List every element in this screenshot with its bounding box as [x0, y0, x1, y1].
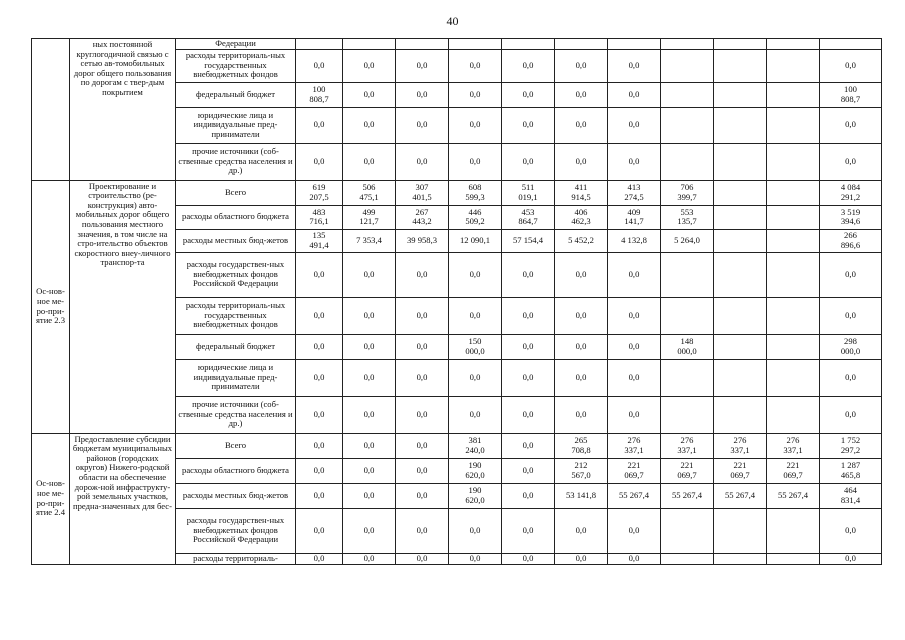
value-cell [714, 180, 767, 205]
value-cell: 0,0 [449, 82, 502, 107]
funding-source-cell: прочие источники (соб-ственные средства населения и др.) [176, 396, 296, 433]
value-cell: 1 752 297,2 [820, 433, 882, 458]
funding-source-cell: юридические лица и индивидуальные пред-приниматели [176, 107, 296, 143]
value-cell: 0,0 [555, 508, 608, 553]
value-cell: 0,0 [343, 359, 396, 396]
value-cell: 12 090,1 [449, 229, 502, 252]
value-cell: 266 896,6 [820, 229, 882, 252]
value-cell: 0,0 [502, 143, 555, 180]
value-cell [714, 252, 767, 297]
value-cell: 0,0 [396, 82, 449, 107]
value-cell: 0,0 [296, 396, 343, 433]
value-cell: 221 069,7 [714, 458, 767, 483]
value-cell: 39 958,3 [396, 229, 449, 252]
value-cell: 0,0 [396, 143, 449, 180]
value-cell: 0,0 [296, 252, 343, 297]
value-cell [296, 39, 343, 50]
value-cell: 0,0 [555, 252, 608, 297]
value-cell [661, 82, 714, 107]
value-cell: 483 716,1 [296, 205, 343, 229]
value-cell: 3 519 394,6 [820, 205, 882, 229]
value-cell: 0,0 [820, 252, 882, 297]
value-cell: 221 069,7 [608, 458, 661, 483]
value-cell: 0,0 [449, 143, 502, 180]
value-cell: 265 708,8 [555, 433, 608, 458]
value-cell: 55 267,4 [767, 483, 820, 508]
funding-source-cell: прочие источники (соб-ственные средства населения и др.) [176, 143, 296, 180]
value-cell: 453 864,7 [502, 205, 555, 229]
value-cell: 0,0 [396, 252, 449, 297]
value-cell: 0,0 [343, 334, 396, 359]
value-cell: 1 287 465,8 [820, 458, 882, 483]
value-cell: 0,0 [608, 334, 661, 359]
value-cell: 608 599,3 [449, 180, 502, 205]
value-cell: 5 264,0 [661, 229, 714, 252]
funding-source-cell: расходы государствен-ных внебюджетных фондов Российской Федерации [176, 508, 296, 553]
value-cell: 276 337,1 [767, 433, 820, 458]
table-row [32, 180, 882, 205]
value-cell: 0,0 [396, 508, 449, 553]
value-cell: 0,0 [555, 143, 608, 180]
value-cell [820, 39, 882, 50]
value-cell: 0,0 [396, 483, 449, 508]
value-cell: 0,0 [608, 297, 661, 334]
value-cell: 506 475,1 [343, 180, 396, 205]
value-cell: 0,0 [343, 508, 396, 553]
value-cell: 0,0 [608, 508, 661, 553]
value-cell: 0,0 [820, 396, 882, 433]
funding-source-cell: расходы территориаль-ных государственных внебюджетных фондов [176, 49, 296, 82]
measure-name-cell: Предоставление субсидии бюджетам муниципальных районов (городских округов) Нижего-родской области на обеспечение дорож-ной инфраструкту-рой земельных участков, предна-значенных для бес- [70, 433, 176, 564]
value-cell [714, 82, 767, 107]
funding-source-cell: расходы местных бюд-жетов [176, 229, 296, 252]
value-cell: 0,0 [608, 143, 661, 180]
value-cell: 0,0 [396, 458, 449, 483]
value-cell: 0,0 [555, 297, 608, 334]
value-cell: 0,0 [449, 252, 502, 297]
table-body [32, 39, 882, 565]
funding-source-cell: Всего [176, 433, 296, 458]
value-cell: 148 000,0 [661, 334, 714, 359]
value-cell: 409 141,7 [608, 205, 661, 229]
value-cell [661, 553, 714, 564]
value-cell: 0,0 [608, 107, 661, 143]
value-cell [396, 39, 449, 50]
value-cell [714, 396, 767, 433]
value-cell: 0,0 [396, 49, 449, 82]
value-cell: 511 019,1 [502, 180, 555, 205]
value-cell: 0,0 [296, 508, 343, 553]
value-cell: 413 274,5 [608, 180, 661, 205]
value-cell: 0,0 [555, 49, 608, 82]
value-cell: 276 337,1 [714, 433, 767, 458]
value-cell: 0,0 [396, 359, 449, 396]
value-cell [661, 49, 714, 82]
value-cell [767, 396, 820, 433]
value-cell: 0,0 [396, 433, 449, 458]
value-cell [661, 107, 714, 143]
value-cell [767, 205, 820, 229]
value-cell: 55 267,4 [661, 483, 714, 508]
value-cell: 0,0 [502, 49, 555, 82]
value-cell: 0,0 [502, 82, 555, 107]
value-cell [767, 334, 820, 359]
value-cell: 5 452,2 [555, 229, 608, 252]
value-cell [714, 143, 767, 180]
measure-cell: Ос-нов-ное ме-ро-при-ятие 2.4 [32, 433, 70, 564]
funding-source-cell: федеральный бюджет [176, 334, 296, 359]
value-cell [767, 180, 820, 205]
value-cell [661, 39, 714, 50]
value-cell: 0,0 [449, 107, 502, 143]
value-cell [767, 49, 820, 82]
value-cell: 0,0 [343, 433, 396, 458]
value-cell [714, 334, 767, 359]
value-cell: 0,0 [343, 483, 396, 508]
funding-source-cell: Всего [176, 180, 296, 205]
value-cell: 0,0 [296, 359, 343, 396]
value-cell [714, 359, 767, 396]
value-cell: 0,0 [343, 458, 396, 483]
value-cell: 0,0 [449, 49, 502, 82]
value-cell: 0,0 [555, 82, 608, 107]
funding-source-cell: Федерации [176, 39, 296, 50]
value-cell: 55 267,4 [608, 483, 661, 508]
value-cell: 57 154,4 [502, 229, 555, 252]
value-cell: 464 831,4 [820, 483, 882, 508]
value-cell: 0,0 [343, 396, 396, 433]
value-cell [767, 508, 820, 553]
value-cell: 0,0 [343, 49, 396, 82]
value-cell: 0,0 [396, 553, 449, 564]
value-cell: 298 000,0 [820, 334, 882, 359]
value-cell [714, 107, 767, 143]
value-cell: 406 462,3 [555, 205, 608, 229]
value-cell [661, 508, 714, 553]
value-cell: 0,0 [608, 396, 661, 433]
value-cell: 0,0 [820, 553, 882, 564]
value-cell [661, 252, 714, 297]
value-cell [767, 297, 820, 334]
value-cell: 0,0 [343, 252, 396, 297]
value-cell [714, 229, 767, 252]
value-cell [449, 39, 502, 50]
value-cell: 0,0 [555, 334, 608, 359]
value-cell: 0,0 [296, 107, 343, 143]
value-cell: 0,0 [296, 458, 343, 483]
value-cell: 307 401,5 [396, 180, 449, 205]
value-cell: 0,0 [296, 143, 343, 180]
value-cell [661, 143, 714, 180]
value-cell: 4 132,8 [608, 229, 661, 252]
measure-name-cell: Проектирование и строительство (ре-конструкция) авто-мобильных дорог общего пользования местного значения, в том числе на стро-ительство объектов скоростного внеу-личного транспор-та [70, 180, 176, 433]
value-cell [714, 205, 767, 229]
value-cell: 0,0 [396, 297, 449, 334]
value-cell [714, 297, 767, 334]
value-cell: 619 207,5 [296, 180, 343, 205]
value-cell: 0,0 [608, 252, 661, 297]
value-cell [343, 39, 396, 50]
value-cell: 0,0 [449, 396, 502, 433]
value-cell: 190 620,0 [449, 458, 502, 483]
value-cell: 221 069,7 [661, 458, 714, 483]
value-cell: 55 267,4 [714, 483, 767, 508]
value-cell [555, 39, 608, 50]
funding-source-cell: расходы территориаль-ных государственных внебюджетных фондов [176, 297, 296, 334]
value-cell: 0,0 [820, 143, 882, 180]
value-cell: 553 135,7 [661, 205, 714, 229]
value-cell: 0,0 [296, 553, 343, 564]
value-cell [714, 49, 767, 82]
value-cell: 381 240,0 [449, 433, 502, 458]
value-cell: 150 000,0 [449, 334, 502, 359]
value-cell: 7 353,4 [343, 229, 396, 252]
table-row [32, 39, 882, 50]
value-cell: 0,0 [396, 396, 449, 433]
value-cell: 4 084 291,2 [820, 180, 882, 205]
value-cell: 0,0 [608, 49, 661, 82]
value-cell: 0,0 [608, 553, 661, 564]
value-cell [767, 107, 820, 143]
funding-source-cell: расходы государствен-ных внебюджетных фондов Российской Федерации [176, 252, 296, 297]
value-cell [661, 359, 714, 396]
value-cell: 0,0 [502, 458, 555, 483]
value-cell: 0,0 [502, 334, 555, 359]
value-cell: 190 620,0 [449, 483, 502, 508]
value-cell: 0,0 [396, 107, 449, 143]
value-cell: 0,0 [296, 433, 343, 458]
value-cell: 0,0 [820, 359, 882, 396]
value-cell: 0,0 [502, 297, 555, 334]
value-cell [767, 252, 820, 297]
value-cell: 100 808,7 [296, 82, 343, 107]
value-cell: 0,0 [608, 82, 661, 107]
value-cell: 0,0 [343, 297, 396, 334]
value-cell: 446 509,2 [449, 205, 502, 229]
value-cell [714, 508, 767, 553]
value-cell: 0,0 [449, 297, 502, 334]
value-cell [767, 359, 820, 396]
value-cell: 0,0 [502, 396, 555, 433]
value-cell [714, 39, 767, 50]
measure-name-cell: ных постоянной круглогодичной связью с сетью ав-томобильных дорог общего пользования по дорогам с твер-дым покрытием [70, 39, 176, 181]
funding-source-cell: расходы областного бюджета [176, 458, 296, 483]
value-cell: 0,0 [502, 252, 555, 297]
value-cell: 0,0 [343, 107, 396, 143]
value-cell: 0,0 [555, 553, 608, 564]
value-cell: 0,0 [343, 82, 396, 107]
measure-cell [32, 39, 70, 181]
value-cell: 0,0 [396, 334, 449, 359]
value-cell: 0,0 [608, 359, 661, 396]
value-cell: 0,0 [296, 483, 343, 508]
value-cell: 100 808,7 [820, 82, 882, 107]
funding-source-cell: расходы местных бюд-жетов [176, 483, 296, 508]
budget-table [31, 38, 882, 565]
value-cell [661, 396, 714, 433]
value-cell [608, 39, 661, 50]
value-cell: 221 069,7 [767, 458, 820, 483]
value-cell: 499 121,7 [343, 205, 396, 229]
value-cell [714, 553, 767, 564]
value-cell: 0,0 [296, 334, 343, 359]
value-cell: 0,0 [343, 143, 396, 180]
value-cell: 0,0 [296, 49, 343, 82]
value-cell: 0,0 [502, 359, 555, 396]
value-cell [502, 39, 555, 50]
value-cell [767, 39, 820, 50]
value-cell: 0,0 [820, 49, 882, 82]
value-cell: 0,0 [343, 553, 396, 564]
value-cell: 53 141,8 [555, 483, 608, 508]
value-cell: 276 337,1 [608, 433, 661, 458]
value-cell: 0,0 [502, 508, 555, 553]
table-row [32, 433, 882, 458]
value-cell: 0,0 [449, 359, 502, 396]
value-cell [767, 229, 820, 252]
value-cell: 0,0 [502, 553, 555, 564]
value-cell: 267 443,2 [396, 205, 449, 229]
measure-cell: Ос-нов-ное ме-ро-при-ятие 2.3 [32, 180, 70, 433]
value-cell: 0,0 [449, 553, 502, 564]
value-cell: 706 399,7 [661, 180, 714, 205]
value-cell: 0,0 [820, 297, 882, 334]
funding-source-cell: юридические лица и индивидуальные пред-приниматели [176, 359, 296, 396]
value-cell [767, 82, 820, 107]
value-cell: 0,0 [820, 107, 882, 143]
value-cell: 411 914,5 [555, 180, 608, 205]
value-cell: 0,0 [502, 483, 555, 508]
funding-source-cell: расходы областного бюджета [176, 205, 296, 229]
value-cell: 0,0 [820, 508, 882, 553]
value-cell [661, 297, 714, 334]
value-cell: 0,0 [449, 508, 502, 553]
funding-source-cell: федеральный бюджет [176, 82, 296, 107]
value-cell: 0,0 [502, 433, 555, 458]
value-cell [767, 143, 820, 180]
value-cell: 0,0 [502, 107, 555, 143]
page-number: 40 [446, 14, 459, 28]
value-cell [767, 553, 820, 564]
value-cell: 0,0 [555, 396, 608, 433]
value-cell: 0,0 [555, 359, 608, 396]
funding-source-cell: расходы территориаль- [176, 553, 296, 564]
value-cell: 0,0 [296, 297, 343, 334]
value-cell: 212 567,0 [555, 458, 608, 483]
value-cell: 276 337,1 [661, 433, 714, 458]
value-cell: 135 491,4 [296, 229, 343, 252]
value-cell: 0,0 [555, 107, 608, 143]
